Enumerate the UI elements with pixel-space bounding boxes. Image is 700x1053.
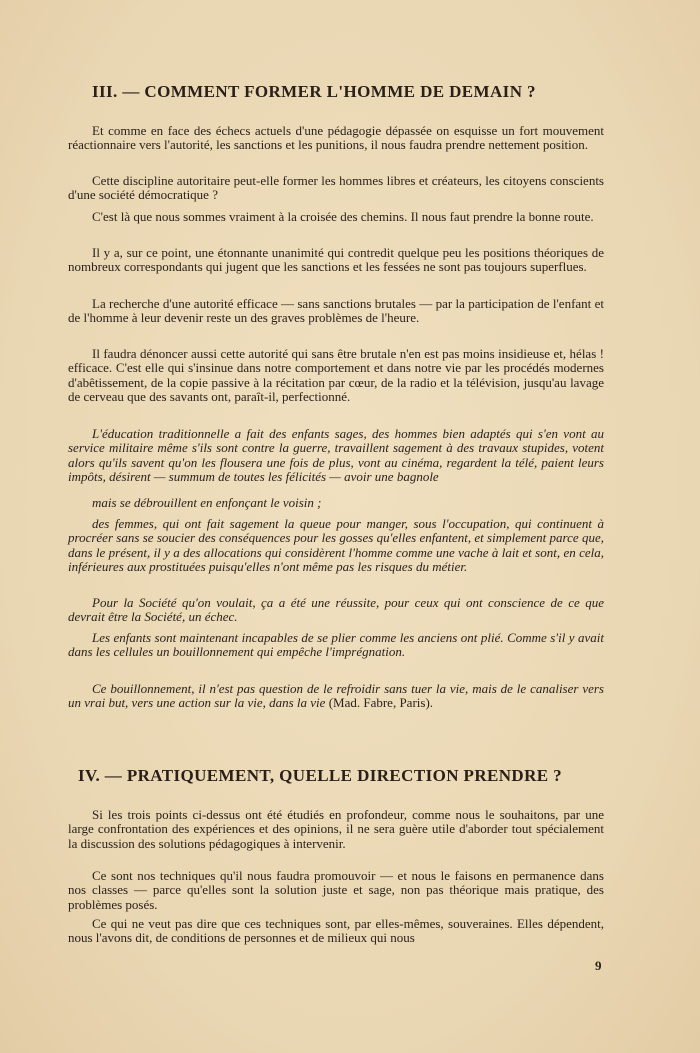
quote-paragraph-4: Pour la Société qu'on voulait, ça a été une réussite, pour ceux qui ont conscience de ce que devrait être la Société, un échec. xyxy=(68,595,604,625)
quote-paragraph-2: mais se débrouillent en enfonçant le voisin ; xyxy=(92,495,322,510)
quote-6-text: Ce bouillonnement, il n'est pas question de le refroidir sans tuer la vie, mais de le canaliser vers un vrai but, vers une action sur la vie, dans la vie xyxy=(68,681,604,711)
section-3-paragraph-1: Et comme en face des échecs actuels d'une pédagogie dépassée on esquisse un fort mouvement réactionnaire vers l'autorité, les sanctions et les punitions, il nous faudra prendre nettement position. xyxy=(68,123,604,153)
section-3-paragraph-6: Il faudra dénoncer aussi cette autorité qui sans être brutale n'en est pas moins insidieuse et, hélas ! efficace. C'est elle qui s'insinue dans notre comportement et dans notre vie par les procédés modernes d'abêtissement, de la copie passive à la récitation par cœur, de la radio et la télévision, jusqu'au lavage de cerveau que des savants ont, paraît-il, perfectionné. xyxy=(68,346,604,405)
section-3-paragraph-4: Il y a, sur ce point, une étonnante unanimité qui contredit quelque peu les positions théoriques de nombreux correspondants qui jugent que les sanctions et les fessées ne sont pas toujours superflues. xyxy=(68,245,604,275)
section-3-paragraph-5: La recherche d'une autorité efficace — sans sanctions brutales — par la participation de l'enfant et de l'homme à leur devenir reste un des graves problèmes de l'heure. xyxy=(68,296,604,326)
section-4-paragraph-3: Ce qui ne veut pas dire que ces techniques sont, par elles-mêmes, souveraines. Elles dépendent, nous l'avons dit, de conditions de personnes et de milieux qui nous xyxy=(68,916,604,946)
section-3-paragraph-3: C'est là que nous sommes vraiment à la croisée des chemins. Il nous faut prendre la bonne route. xyxy=(92,209,594,224)
section-3-paragraph-2: Cette discipline autoritaire peut-elle former les hommes libres et créateurs, les citoyens conscients d'une société démocratique ? xyxy=(68,173,604,203)
quote-paragraph-1: L'éducation traditionnelle a fait des enfants sages, des hommes bien adaptés qui s'en vont au service militaire même s'ils sont contre la guerre, travaillent sagement à des travaux stupides, votent alors qu'ils savent qu'on les flousera une fois de plus, vont au cinéma, regardent la télé, paient leurs impôts, désirent — summum de toutes les félicités — avoir une bagnole xyxy=(68,426,604,485)
quote-paragraph-5: Les enfants sont maintenant incapables de se plier comme les anciens ont plié. Comme s'il y avait dans les cellules un bouillonnement qui empêche l'imprégnation. xyxy=(68,630,604,660)
quote-paragraph-3: des femmes, qui ont fait sagement la queue pour manger, sous l'occupation, qui continuent à procréer sans se soucier des conséquences pour les gosses qu'elles enfantent, et simplement parce que, dans le présent, il y a des allocations qui considèrent l'homme comme une vache à lait et sont, en cela, inférieures aux prostituées puisqu'elles n'ont même pas les risques du métier. xyxy=(68,516,604,575)
section-4-heading: IV. — PRATIQUEMENT, QUELLE DIRECTION PRENDRE ? xyxy=(78,766,563,785)
page-number: 9 xyxy=(595,958,602,973)
quote-paragraph-6 xyxy=(68,682,604,711)
section-4-paragraph-1: Si les trois points ci-dessus ont été étudiés en profondeur, comme nous le souhaitons, par une large confrontation des expériences et des opinions, il ne sera guère utile d'aborder tout spécialement la discussion des solutions pédagogiques à intervenir. xyxy=(68,807,604,851)
section-3-heading: III. — COMMENT FORMER L'HOMME DE DEMAIN ? xyxy=(92,82,536,101)
section-4-paragraph-2: Ce sont nos techniques qu'il nous faudra promouvoir — et nous le faisons en permanence dans nos classes — parce qu'elles sont la solution juste et sage, non pas théorique mais pratique, des problèmes posés. xyxy=(68,868,604,912)
quote-attribution: (Mad. Fabre, Paris). xyxy=(325,695,434,711)
